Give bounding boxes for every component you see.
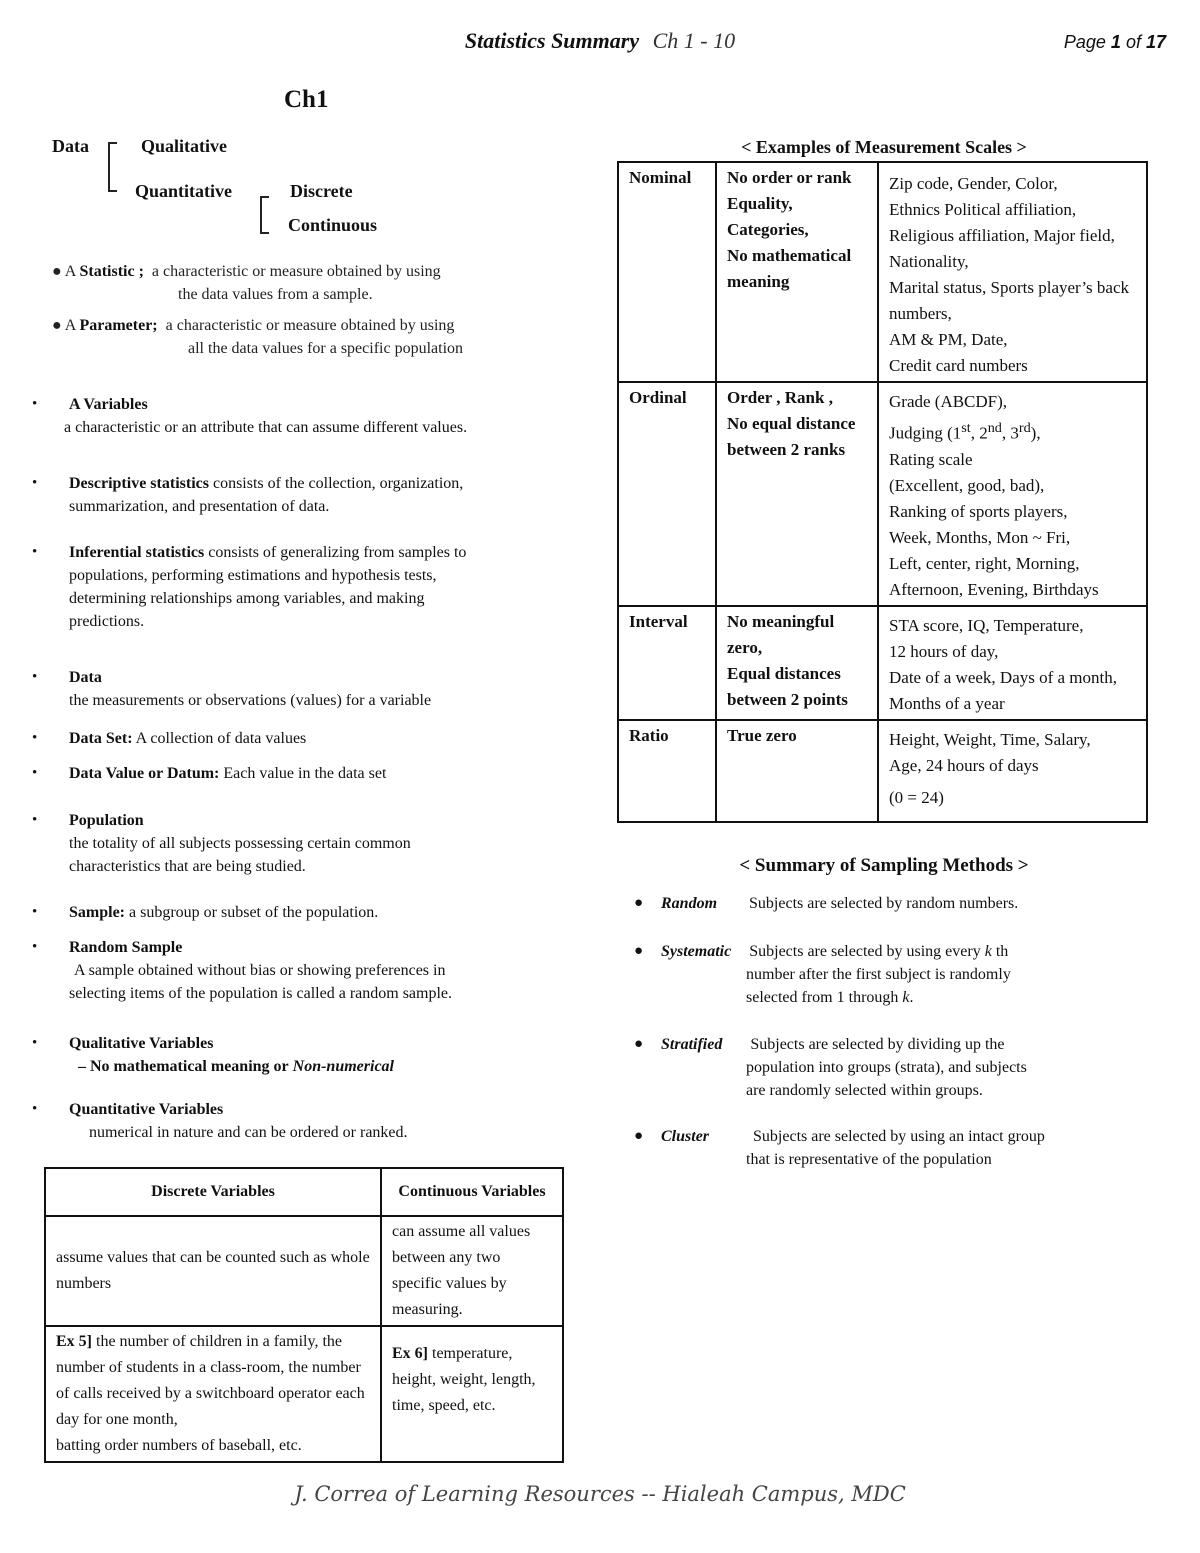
qualitative-vars-def: • Qualitative Variables – No mathematical meaning or Non-numerical [32,1035,394,1075]
subtitle-text: Ch 1 - 10 [652,28,736,53]
inferential-def: • Inferential statistics consists of generalizing from samples to populations, performing estimations and hypothesis tests, determining relationships among variables, and making predictions. [32,544,467,630]
scale-properties: True zero [716,720,878,822]
tree-data: Data [52,136,89,156]
tree-qualitative: Qualitative [141,136,227,156]
scale-row [618,162,1147,382]
scale-row [618,606,1147,720]
sample-def: • Sample: a subgroup or subset of the population. [32,904,379,921]
descriptive-def: • Descriptive statistics consists of the collection, organization, summarization, and presentation of data. [32,475,464,515]
scale-examples: STA score, IQ, Temperature, 12 hours of day, Date of a week, Days of a month, Months of a year [878,606,1147,720]
tree-bracket-2 [260,196,269,234]
data-def: • Data the measurements or observations (values) for a variable [32,669,432,709]
scale-examples: Height, Weight, Time, Salary, Age, 24 hours of days (0 = 24) [878,720,1147,822]
tree-discrete: Discrete [290,181,353,201]
sampling-systematic: ● Systematic Subjects are selected by using every k th number after the first subject is randomly selected from 1 through k. [634,943,1011,1006]
population-def: • Population the totality of all subjects possessing certain common characteristics that are being studied. [32,812,411,875]
scale-name: Ordinal [618,382,716,606]
tree-bracket-1 [108,142,117,192]
quantitative-vars-def: • Quantitative Variables numerical in nature and can be ordered or ranked. [32,1101,408,1141]
scale-row [618,720,1147,822]
datum-def: • Data Value or Datum: Each value in the data set [32,765,387,782]
statistic-def: ● A Statistic ; a characteristic or measure obtained by using the data values from a sample. [52,263,441,303]
scales-heading: < Examples of Measurement Scales > [741,137,1027,157]
continuous-example: Ex 6] temperature, height, weight, length, time, speed, etc. [381,1326,563,1462]
scale-properties: No meaningful zero, Equal distances between 2 points [716,606,878,720]
tree-continuous: Continuous [288,215,378,235]
scale-properties: No order or rank Equality, Categories, No mathematical meaning [716,162,878,382]
scale-properties: Order , Rank , No equal distance between 2 ranks [716,382,878,606]
continuous-definition: can assume all values between any two specific values by measuring. [381,1216,563,1326]
scale-examples: Zip code, Gender, Color, Ethnics Political affiliation, Religious affiliation, Major field, Nationality, Marital status, Sports player’s back numbers, AM & PM, Date, Credit card numbers [878,162,1147,382]
variables-def: • A Variables a characteristic or an attribute that can assume different values. [32,396,468,436]
scale-row [618,382,1147,606]
sampling-random: ● Random Subjects are selected by random numbers. [634,895,1019,912]
sampling-heading: < Summary of Sampling Methods > [739,855,1029,876]
random-sample-def: • Random Sample A sample obtained without bias or showing preferences in selecting items of the population is called a random sample. [32,939,453,1002]
discrete-example: Ex 5] the number of children in a family, the number of students in a class-room, the number of calls received by a switchboard operator each day for one month, batting order numbers of baseball, etc. [45,1326,381,1462]
head-continuous: Continuous Variables [381,1168,563,1216]
scale-name: Nominal [618,162,716,382]
variables-table [44,1167,564,1463]
chapter-heading: Ch1 [284,86,329,113]
tree-quantitative: Quantitative [135,181,232,201]
scale-examples: Grade (ABCDF), Judging (1st, 2nd, 3rd), Rating scale (Excellent, good, bad), Ranking of sports players, Week, Months, Mon ~ Fri, Left, center, right, Morning, Afternoon, Evening, Birthdays [878,382,1147,606]
page-footer: J. Correa of Learning Resources -- Hialeah Campus, MDC [294,1482,906,1506]
sampling-stratified: ● Stratified Subjects are selected by dividing up the population into groups (strata), and subjects are randomly selected within groups. [634,1036,1027,1099]
page-indicator: Page 1 of 17 [1063,32,1166,52]
scale-name: Interval [618,606,716,720]
discrete-definition: assume values that can be counted such as whole numbers [45,1216,381,1326]
parameter-def: ● A Parameter; a characteristic or measure obtained by using all the data values for a specific population [52,317,464,357]
sampling-cluster: ● Cluster Subjects are selected by using an intact group that is representative of the population [634,1128,1045,1168]
title-text: Statistics Summary [464,28,640,53]
document-title [0,28,1200,54]
scale-name: Ratio [618,720,716,822]
head-discrete: Discrete Variables [45,1168,381,1216]
data-set-def: • Data Set: A collection of data values [32,730,307,747]
measurement-scales-table [617,161,1148,823]
ordinal-judging-line: Judging (1st, 2nd, 3rd), [889,420,1041,443]
